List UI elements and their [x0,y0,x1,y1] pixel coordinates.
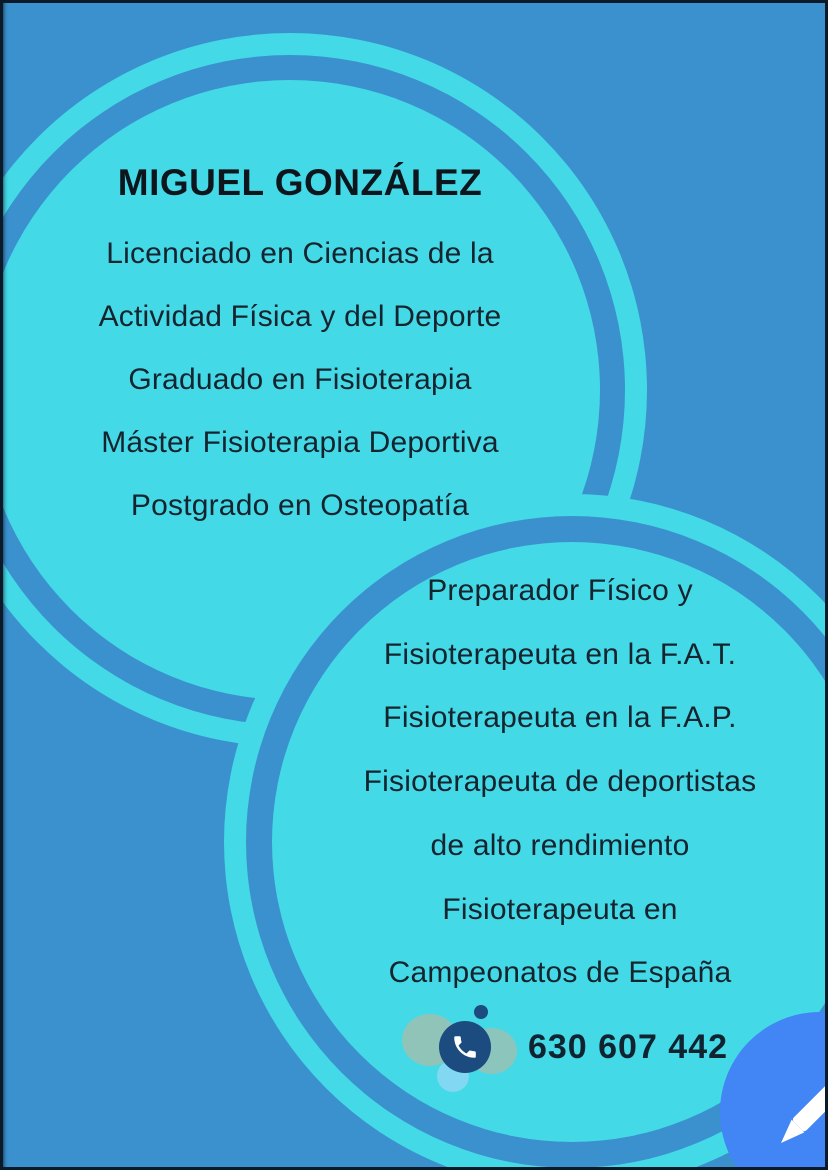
role-line: Preparador Físico y [427,574,693,607]
role-line: Campeonatos de España [388,956,732,990]
role-line: Fisioterapeuta en la F.A.P. [383,701,737,735]
role-line: Fisioterapeuta en [442,892,678,926]
role-line: Fisioterapeuta en la F.A.T. [383,637,737,671]
phone-icon-circle [439,1021,491,1073]
credentials-block [0,222,600,537]
phone-icon-dot [474,1005,488,1019]
credential-line: Máster Fisioterapia Deportiva [101,426,499,459]
role-line: de alto rendimiento [430,828,690,862]
credential-line: Graduado en Fisioterapia [128,363,472,396]
roles-block [255,559,828,1005]
credential-line: Licenciado en Ciencias de la [106,237,494,270]
phone-number: 630 607 442 [527,1028,729,1066]
credential-line: Actividad Física y del Deporte [98,300,502,333]
credential-line: Postgrado en Osteopatía [130,489,470,522]
role-line: Fisioterapeuta de deportistas [363,765,757,799]
person-name-title: MIGUEL GONZÁLEZ [117,162,483,203]
